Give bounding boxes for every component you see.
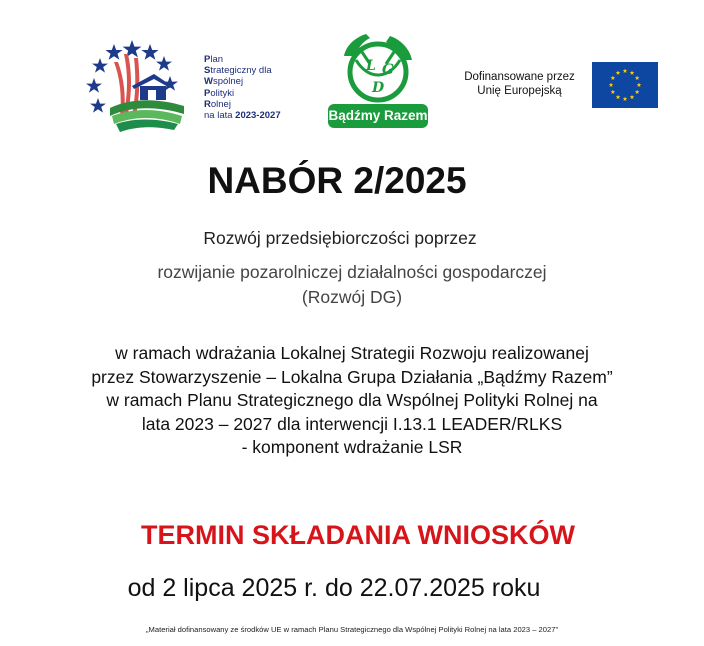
funding-footnote: „Materiał dofinansowany ze środków UE w ramach Planu Strategicznego dla Wspólnej Polityki Rolnej na lata 2023 – 2027” — [146, 625, 558, 634]
subtitle-block — [0, 260, 704, 310]
description-line: w ramach wdrażania Lokalnej Strategii Rozwoju realizowanej — [115, 343, 589, 363]
psp-line-4: Polityki — [204, 87, 235, 99]
logo-bar — [0, 0, 704, 140]
psp-line-years: na lata 2023-2027 — [204, 110, 281, 122]
lgd-letter-g: G — [382, 62, 394, 78]
psp-line-1: Plan — [204, 54, 224, 65]
description-line: lata 2023 – 2027 dla interwencji I.13.1 LEADER/RLKS — [141, 413, 563, 434]
subtitle-line-3: (Rozwój DG) — [301, 287, 403, 307]
eu-line-1: Dofinansowane przez — [464, 71, 575, 83]
psp-line-2: Strategiczny dla — [204, 65, 272, 77]
deadline-heading: TERMIN SKŁADANIA WNIOSKÓW — [141, 520, 575, 550]
description-block — [0, 342, 704, 460]
description-line: przez Stowarzyszenie – Lokalna Grupa Działania „Bądźmy Razem” — [91, 366, 613, 387]
description-line: w ramach Planu Strategicznego dla Wspólnej Polityki Rolnej na — [106, 390, 598, 410]
lgd-letter-d: D — [372, 80, 385, 96]
subtitle-line-2: rozwijanie pozarolniczej działalności gospodarczej — [157, 262, 547, 282]
lgd-letter-l: L — [366, 58, 376, 74]
psp-line-3: Wspólnej — [204, 76, 244, 88]
eu-flag-icon — [592, 62, 658, 108]
lgd-logo-caption: Bądźmy Razem — [328, 108, 428, 123]
subtitle-line-1: Rozwój przedsiębiorczości poprzez — [203, 228, 477, 248]
psp-logo-text — [204, 54, 281, 121]
description-line: - komponent wdrażanie LSR — [241, 437, 463, 457]
eu-line-2: Unię Europejską — [477, 85, 562, 97]
eu-funding-text — [452, 70, 587, 98]
psp-line-5: Rolnej — [204, 98, 231, 110]
deadline-dates: od 2 lipca 2025 r. do 22.07.2025 roku — [127, 574, 541, 602]
page-title: NABÓR 2/2025 — [207, 160, 467, 201]
